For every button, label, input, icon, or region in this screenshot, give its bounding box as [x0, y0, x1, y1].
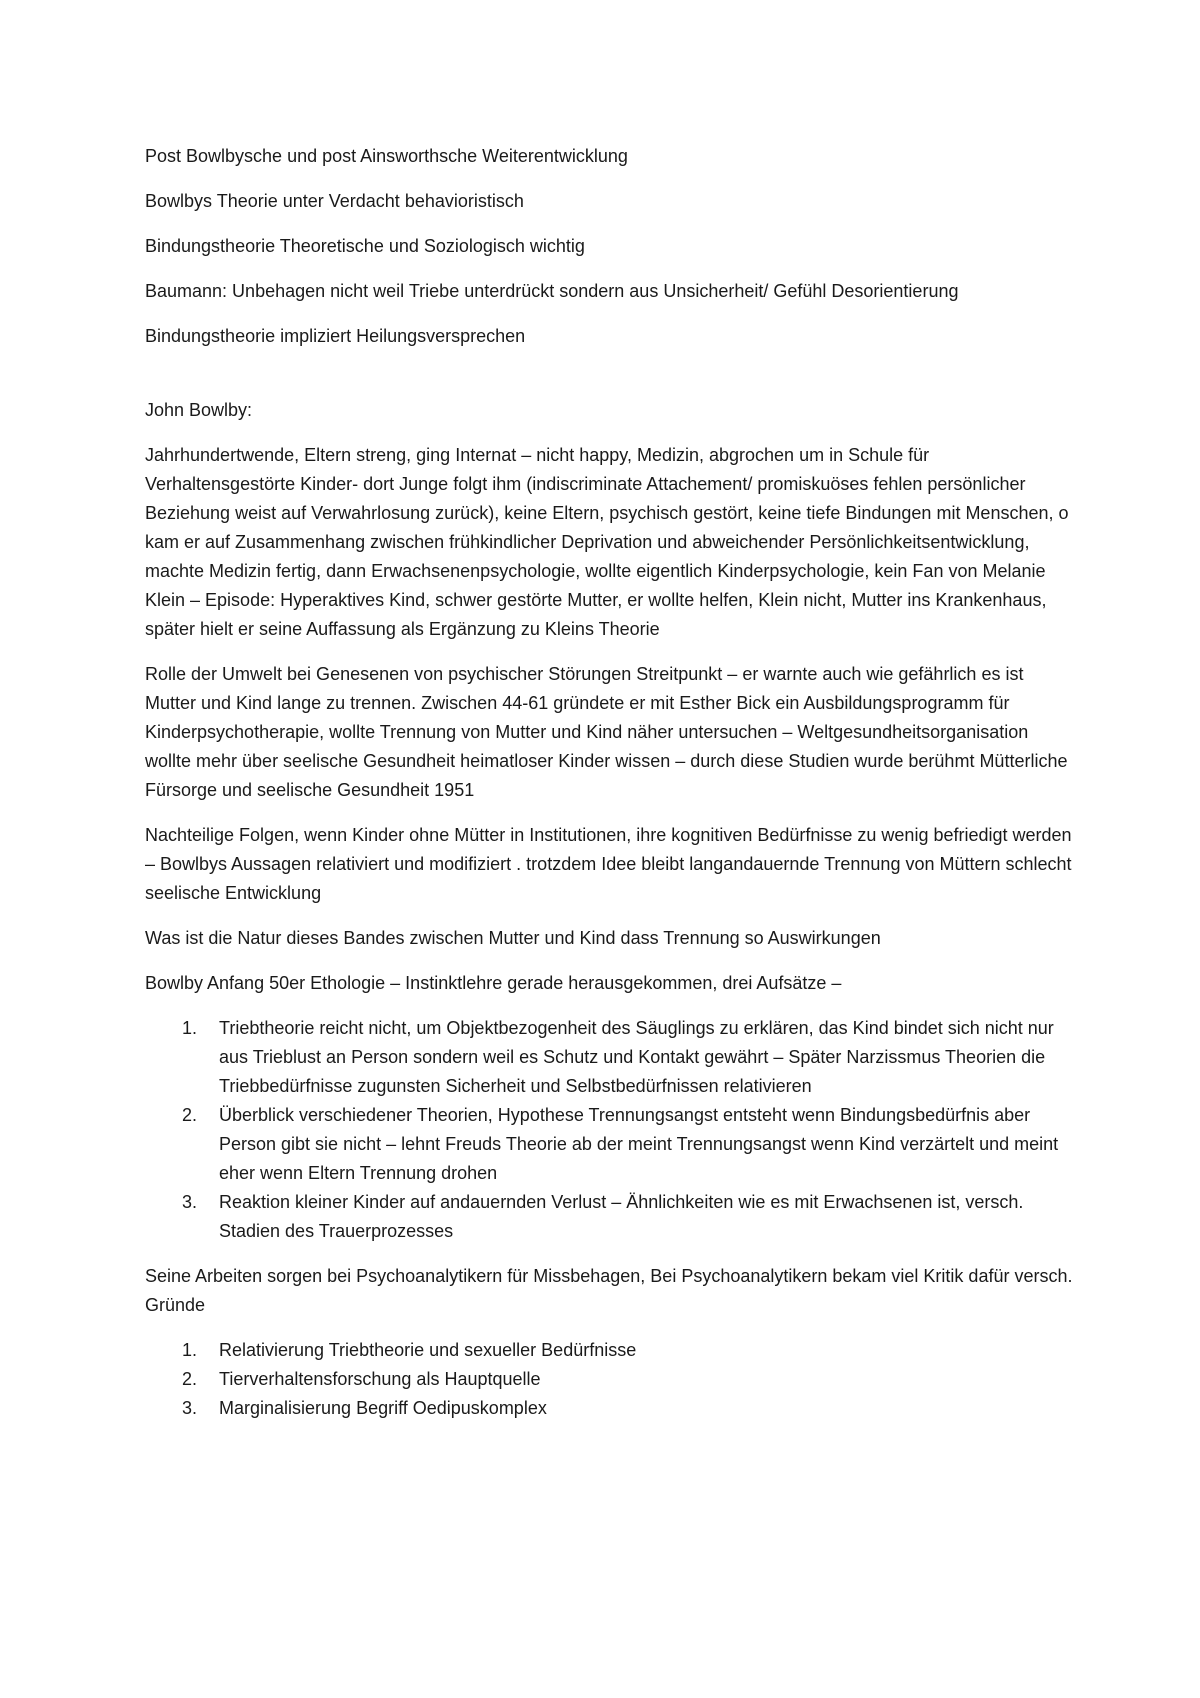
paragraph: Bowlby Anfang 50er Ethologie – Instinktlehre gerade herausgekommen, drei Aufsätze –	[145, 973, 842, 993]
list-number: 2.	[182, 1369, 198, 1389]
list-item-text: Überblick verschiedener Theorien, Hypothese Trennungsangst entsteht wenn Bindungsbedürfnis aber Person gibt sie nicht – lehnt Freuds Theorie ab der meint Trennungsangst wenn Kind verzärtelt und meint eher wenn Eltern Trennung drohen	[219, 1105, 1059, 1183]
list-item	[145, 1188, 1075, 1246]
section-heading: John Bowlby:	[145, 400, 253, 420]
numbered-list	[145, 1014, 1075, 1246]
paragraph: Post Bowlbysche und post Ainsworthsche Weiterentwicklung	[145, 146, 628, 166]
list-item-text: Triebtheorie reicht nicht, um Objektbezogenheit des Säuglings zu erklären, das Kind bindet sich nicht nur aus Trieblust an Person sondern weil es Schutz und Kontakt gewährt – Später Narzissmus Theorien die Triebbedürfnisse zugunsten Sicherheit und Selbstbedürfnissen relativieren	[219, 1018, 1054, 1096]
list-item-text: Relativierung Triebtheorie und sexueller Bedürfnisse	[219, 1340, 637, 1360]
list-number: 1.	[182, 1018, 198, 1038]
list-number: 2.	[182, 1105, 198, 1125]
list-item-text: Marginalisierung Begriff Oedipuskomplex	[219, 1398, 547, 1418]
paragraph: Bowlbys Theorie unter Verdacht behavioristisch	[145, 191, 524, 211]
list-item	[145, 1365, 1075, 1394]
list-number: 3.	[182, 1398, 198, 1418]
list-number: 1.	[182, 1340, 198, 1360]
list-number: 3.	[182, 1192, 198, 1212]
list-item	[145, 1394, 1075, 1423]
paragraph: Baumann: Unbehagen nicht weil Triebe unterdrückt sondern aus Unsicherheit/ Gefühl Desorientierung	[145, 281, 959, 301]
paragraph: Nachteilige Folgen, wenn Kinder ohne Mütter in Institutionen, ihre kognitiven Bedürfnisse zu wenig befriedigt werden – Bowlbys Aussagen relativiert und modifiziert . trotzdem Idee bleibt langandauernde Trennung von Müttern schlecht seelische Entwicklung	[145, 825, 1072, 903]
list-item-text: Tierverhaltensforschung als Hauptquelle	[219, 1369, 541, 1389]
paragraph: Seine Arbeiten sorgen bei Psychoanalytikern für Missbehagen, Bei Psychoanalytikern bekam viel Kritik dafür versch. Gründe	[145, 1266, 1073, 1315]
paragraph: Was ist die Natur dieses Bandes zwischen Mutter und Kind dass Trennung so Auswirkungen	[145, 928, 881, 948]
list-item	[145, 1101, 1075, 1188]
numbered-list	[145, 1336, 1075, 1423]
list-item-text: Reaktion kleiner Kinder auf andauernden Verlust – Ähnlichkeiten wie es mit Erwachsenen ist, versch. Stadien des Trauerprozesses	[219, 1192, 1024, 1241]
paragraph: Jahrhundertwende, Eltern streng, ging Internat – nicht happy, Medizin, abgrochen um in Schule für Verhaltensgestörte Kinder- dort Junge folgt ihm (indiscriminate Attachement/ promiskuöses fehlen persönlicher Beziehung weist auf Verwahrlosung zurück), keine Eltern, psychisch gestört, keine tiefe Bindungen mit Menschen, o kam er auf Zusammenhang zwischen frühkindlicher Deprivation und abweichender Persönlichkeitsentwicklung, machte Medizin fertig, dann Erwachsenenpsychologie, wollte eigentlich Kinderpsychologie, kein Fan von Melanie Klein – Episode: Hyperaktives Kind, schwer gestörte Mutter, er wollte helfen, Klein nicht, Mutter ins Krankenhaus, später hielt er seine Auffassung als Ergänzung zu Kleins Theorie	[145, 445, 1069, 639]
paragraph: Bindungstheorie Theoretische und Soziologisch wichtig	[145, 236, 585, 256]
blank-line	[145, 367, 1075, 396]
paragraph: Rolle der Umwelt bei Genesenen von psychischer Störungen Streitpunkt – er warnte auch wie gefährlich es ist Mutter und Kind lange zu trennen. Zwischen 44-61 gründete er mit Esther Bick ein Ausbildungsprogramm für Kinderpsychotherapie, wollte Trennung von Mutter und Kind näher untersuchen – Weltgesundheitsorganisation wollte mehr über seelische Gesundheit heimatloser Kinder wissen – durch diese Studien wurde berühmt Mütterliche Fürsorge und seelische Gesundheit 1951	[145, 664, 1068, 800]
paragraph: Bindungstheorie impliziert Heilungsversprechen	[145, 326, 526, 346]
document-body	[145, 142, 1075, 1439]
list-item	[145, 1014, 1075, 1101]
list-item	[145, 1336, 1075, 1365]
